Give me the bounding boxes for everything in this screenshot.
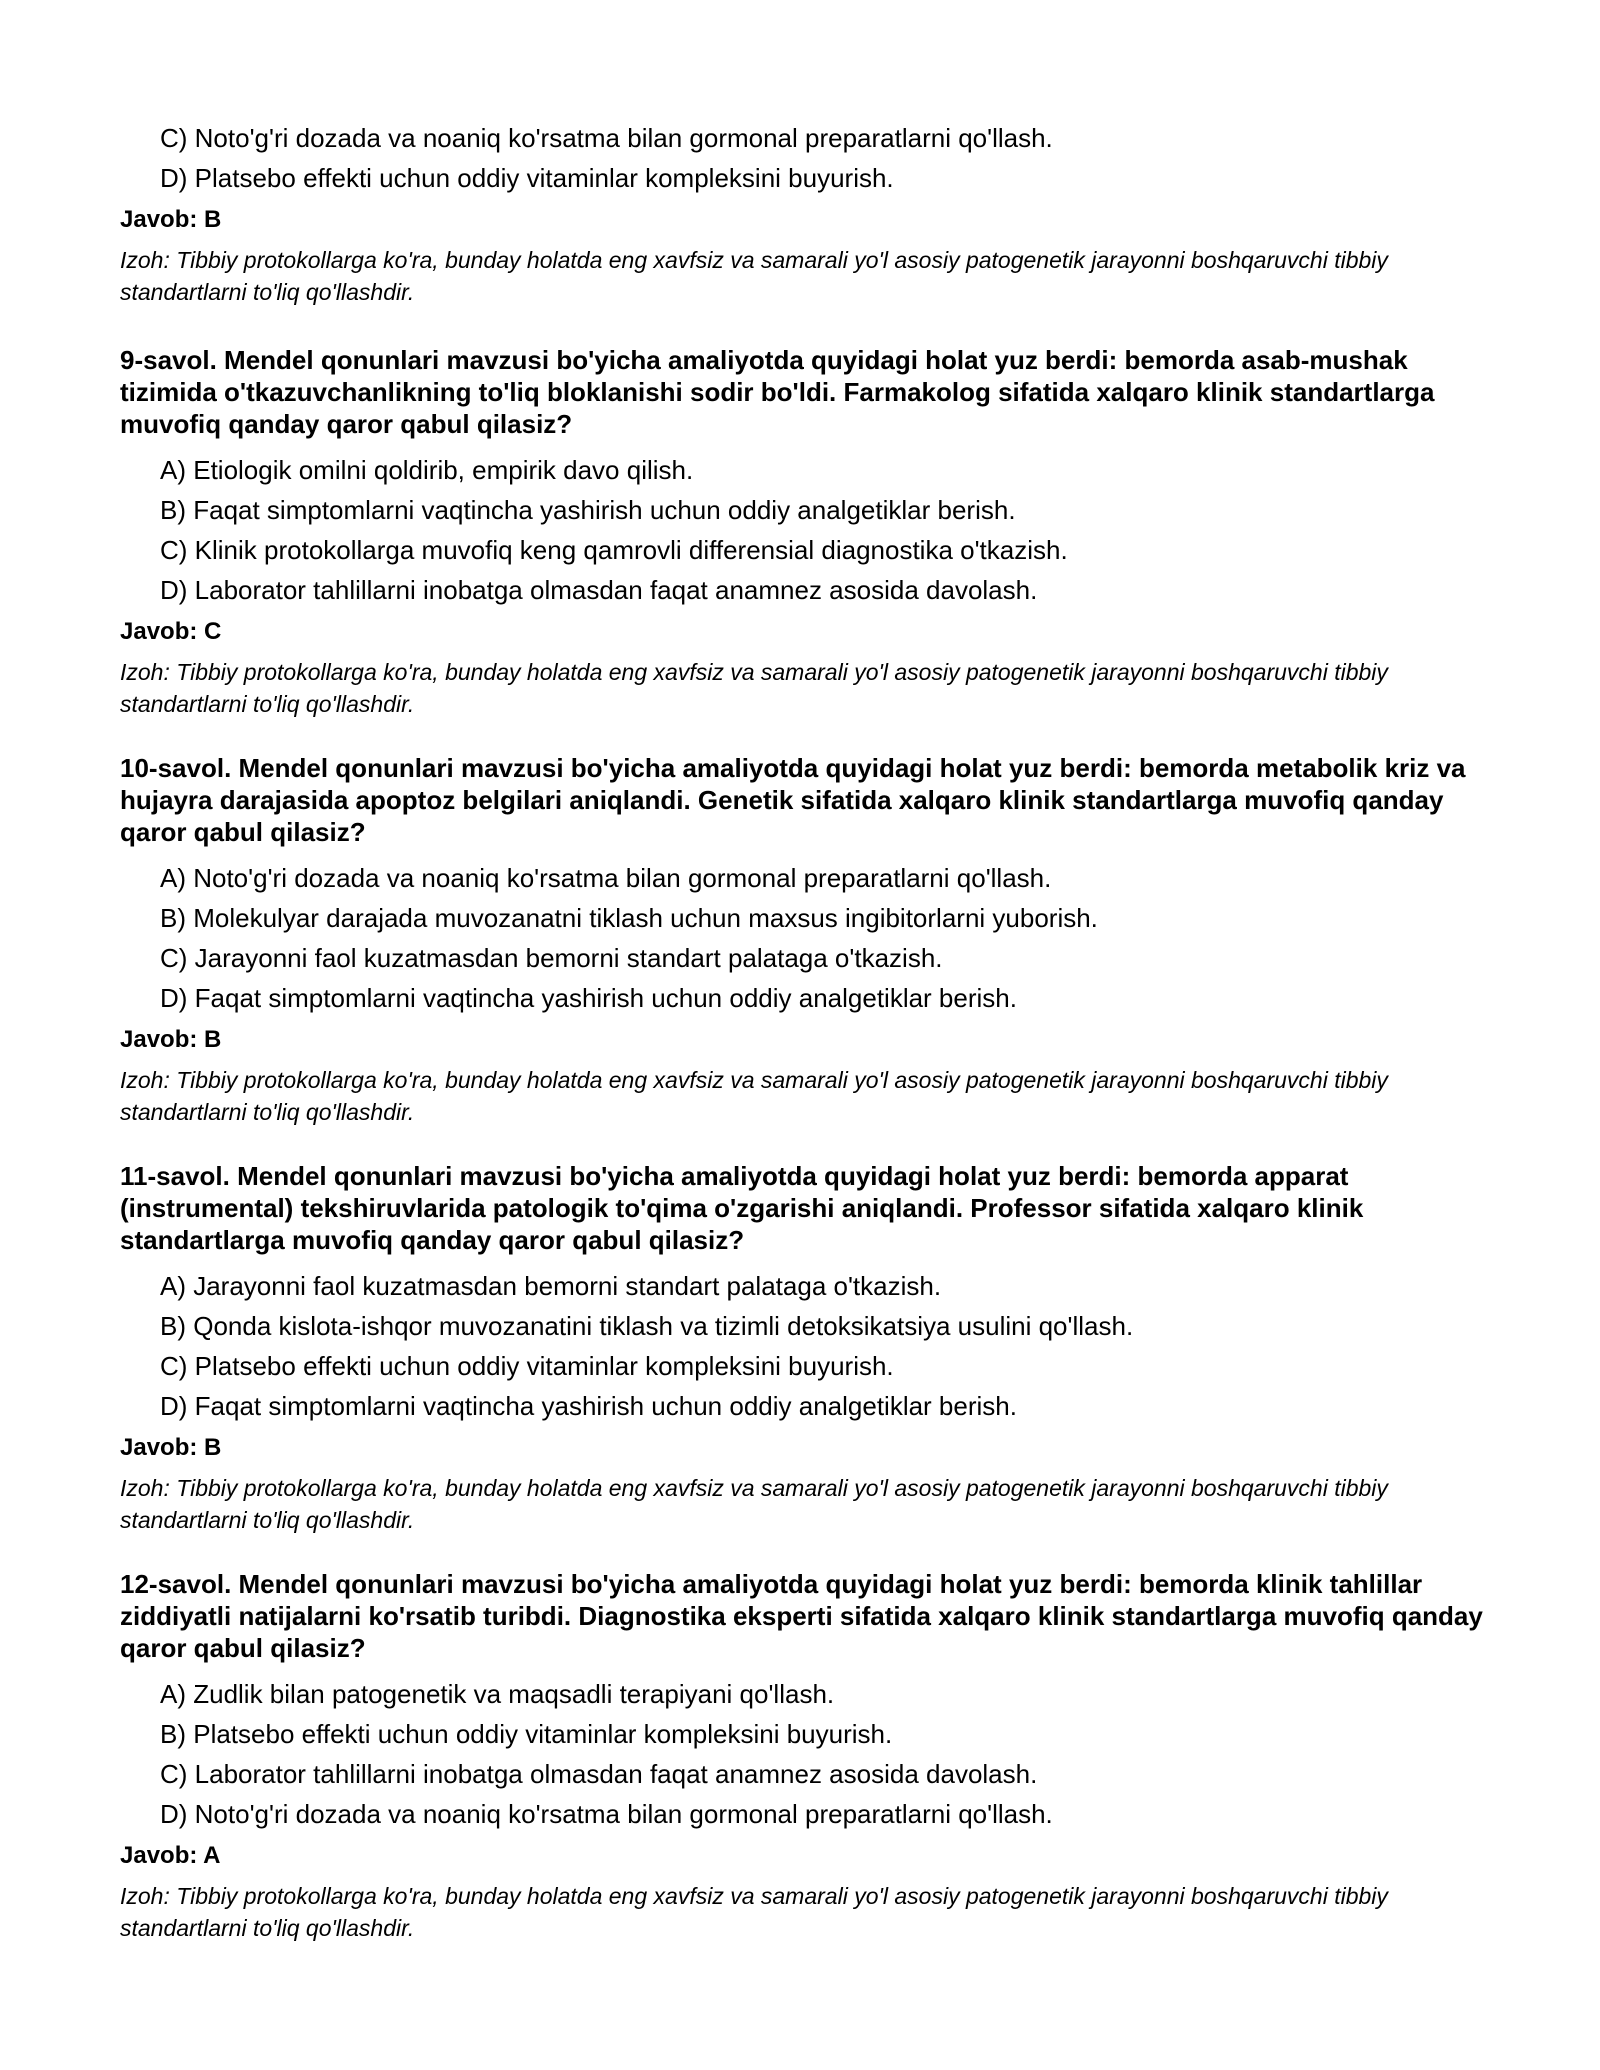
question-text: 9-savol. Mendel qonunlari mavzusi bo'yicha amaliyotda quyidagi holat yuz berdi: bemorda asab-mushak tizimida o'tkazuvchanlikning to'liq bloklanishi sodir bo'ldi. Farmakolog sifatida xalqaro klinik standartlarga muvofiq qanday qaror qabul qilasiz? [120, 345, 1435, 439]
question-11 [120, 1160, 1500, 1536]
option-b: B) Platsebo effekti uchun oddiy vitaminlar kompleksini buyurish. [160, 1719, 893, 1749]
option-c: C) Laborator tahlillarni inobatga olmasdan faqat anamnez asosida davolash. [160, 1759, 1038, 1789]
option-d: D) Platsebo effekti uchun oddiy vitaminlar kompleksini buyurish. [160, 163, 894, 193]
explanation-note: Izoh: Tibbiy protokollarga ko'ra, bunday holatda eng xavfsiz va samarali yo'l asosiy patogenetik jarayonni boshqaruvchi tibbiy standartlarni to'liq qo'llashdir. [120, 659, 1388, 717]
answer-line [120, 1836, 1500, 1876]
answer-value: B [204, 1026, 222, 1053]
explanation-note: Izoh: Tibbiy protokollarga ko'ra, bunday holatda eng xavfsiz va samarali yo'l asosiy patogenetik jarayonni boshqaruvchi tibbiy standartlarni to'liq qo'llashdir. [120, 247, 1388, 305]
question-12 [120, 1568, 1500, 1944]
answer-label: Javob: [120, 618, 198, 645]
answer-label: Javob: [120, 1026, 198, 1053]
answer-line [120, 1428, 1500, 1468]
explanation-note: Izoh: Tibbiy protokollarga ko'ra, bunday holatda eng xavfsiz va samarali yo'l asosiy patogenetik jarayonni boshqaruvchi tibbiy standartlarni to'liq qo'llashdir. [120, 1475, 1388, 1533]
question-text: 11-savol. Mendel qonunlari mavzusi bo'yicha amaliyotda quyidagi holat yuz berdi: bemorda apparat (instrumental) tekshiruvlarida patologik to'qima o'zgarishi aniqlandi. Professor sifatida xalqaro klinik standartlarga muvofiq qanday qaror qabul qilasiz? [120, 1161, 1364, 1255]
explanation-note: Izoh: Tibbiy protokollarga ko'ra, bunday holatda eng xavfsiz va samarali yo'l asosiy patogenetik jarayonni boshqaruvchi tibbiy standartlarni to'liq qo'llashdir. [120, 1883, 1388, 1941]
question-10 [120, 752, 1500, 1128]
explanation-note: Izoh: Tibbiy protokollarga ko'ra, bunday holatda eng xavfsiz va samarali yo'l asosiy patogenetik jarayonni boshqaruvchi tibbiy standartlarni to'liq qo'llashdir. [120, 1067, 1388, 1125]
answer-label: Javob: [120, 206, 198, 233]
answer-label: Javob: [120, 1842, 198, 1869]
option-a: A) Etiologik omilni qoldirib, empirik davo qilish. [160, 455, 694, 485]
option-c: C) Klinik protokollarga muvofiq keng qamrovli differensial diagnostika o'tkazish. [160, 535, 1068, 565]
question-text: 12-savol. Mendel qonunlari mavzusi bo'yicha amaliyotda quyidagi holat yuz berdi: bemorda klinik tahlillar ziddiyatli natijalarni ko'rsatib turibdi. Diagnostika eksperti sifatida xalqaro klinik standartlarga muvofiq qanday qaror qabul qilasiz? [120, 1569, 1483, 1663]
option-b: B) Qonda kislota-ishqor muvozanatini tiklash va tizimli detoksikatsiya usulini qo'llash. [160, 1311, 1134, 1341]
option-c: C) Platsebo effekti uchun oddiy vitaminlar kompleksini buyurish. [160, 1351, 894, 1381]
option-d: D) Faqat simptomlarni vaqtincha yashirish uchun oddiy analgetiklar berish. [160, 1391, 1017, 1421]
answer-value: C [204, 618, 222, 645]
answer-line [120, 612, 1500, 652]
answer-line [120, 1020, 1500, 1060]
option-d: D) Laborator tahlillarni inobatga olmasdan faqat anamnez asosida davolash. [160, 575, 1038, 605]
option-b: B) Molekulyar darajada muvozanatni tiklash uchun maxsus ingibitorlarni yuborish. [160, 903, 1098, 933]
answer-value: A [203, 1842, 221, 1869]
option-a: A) Zudlik bilan patogenetik va maqsadli terapiyani qo'llash. [160, 1679, 835, 1709]
option-a: A) Noto'g'ri dozada va noaniq ko'rsatma bilan gormonal preparatlarni qo'llash. [160, 863, 1052, 893]
answer-label: Javob: [120, 1434, 198, 1461]
answer-line [120, 200, 1500, 240]
option-d: D) Noto'g'ri dozada va noaniq ko'rsatma bilan gormonal preparatlarni qo'llash. [160, 1799, 1053, 1829]
question-text: 10-savol. Mendel qonunlari mavzusi bo'yicha amaliyotda quyidagi holat yuz berdi: bemorda metabolik kriz va hujayra darajasida apoptoz belgilari aniqlandi. Genetik sifatida xalqaro klinik standartlarga muvofiq qanday qaror qabul qilasiz? [120, 753, 1466, 847]
answer-value: B [204, 1434, 222, 1461]
option-a: A) Jarayonni faol kuzatmasdan bemorni standart palataga o'tkazish. [160, 1271, 942, 1301]
question-8-continuation [120, 118, 1500, 308]
option-c: C) Jarayonni faol kuzatmasdan bemorni standart palataga o'tkazish. [160, 943, 943, 973]
option-d: D) Faqat simptomlarni vaqtincha yashirish uchun oddiy analgetiklar berish. [160, 983, 1017, 1013]
question-9 [120, 344, 1500, 720]
option-c: C) Noto'g'ri dozada va noaniq ko'rsatma bilan gormonal preparatlarni qo'llash. [160, 123, 1053, 153]
answer-value: B [204, 206, 222, 233]
option-b: B) Faqat simptomlarni vaqtincha yashirish uchun oddiy analgetiklar berish. [160, 495, 1016, 525]
